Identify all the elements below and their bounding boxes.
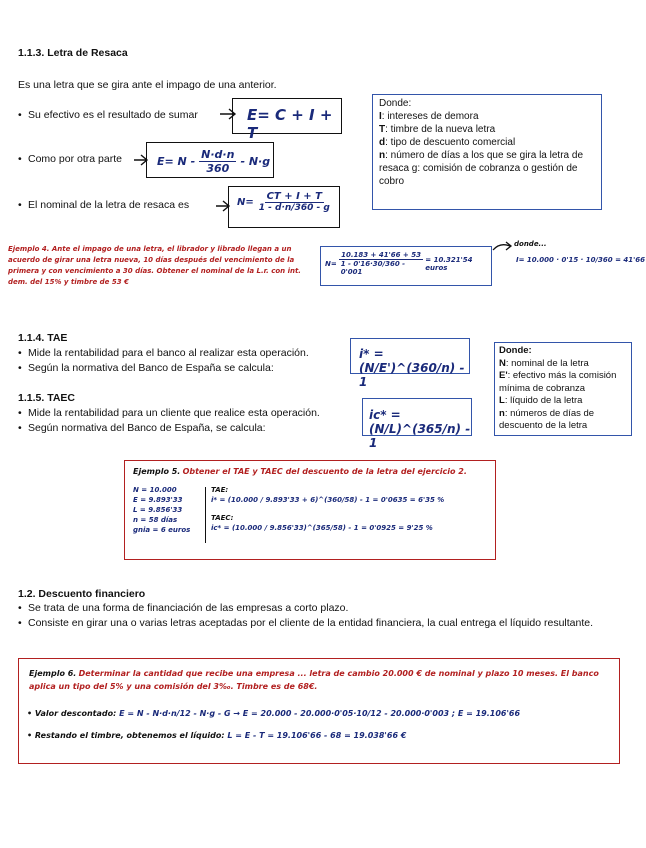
donde-title: Donde:: [379, 98, 412, 109]
section-title-taec: 1.1.5. TAEC: [18, 392, 75, 404]
bullet-taec-2: • Según normativa del Banco de España, se calcula:: [18, 421, 266, 435]
donde-label: donde...: [514, 240, 547, 248]
example4-text: Ejemplo 4. Ante el impago de una letra, el librador y librado llegan a un acuerdo de girar una letra nueva, 10 días después del vencimiento de la primera y con vencimiento a 30 días. Obtener el nominal de la L.r. con int. dem. del 15% y timbre de 53 €: [8, 245, 301, 286]
donde-item: N: nominal de la letra: [499, 357, 589, 369]
tae-formula: i* = (N/E')^(360/n) - 1: [359, 347, 465, 389]
formula3-lhs: N=: [237, 196, 254, 208]
formula1: E= C + I + T: [247, 106, 333, 142]
bullet-df-2: • Consiste en girar una o varias letras aceptadas por el cliente de la entidad financiera, la cual entrega el líquido resultante.: [18, 617, 594, 629]
taec-label: TAEC:: [211, 514, 234, 522]
donde-title: Donde:: [499, 345, 532, 356]
curved-arrow-icon: [492, 240, 514, 254]
example6-box: [18, 658, 620, 764]
formula2-fraction: $\frac{N\cdot d\cdot n}{360}$: [201, 148, 235, 175]
bullet-taec-1: • Mide la rentabilidad para un cliente que realice esta operación.: [18, 406, 320, 420]
tae-label: TAE:: [211, 486, 229, 494]
bullet-otra-parte: • Como por otra parte: [18, 152, 122, 166]
formula3-fraction: $\frac{CT + I + T}{1 - d\cdot n/360 - g}$: [258, 191, 330, 213]
formula3-box: [228, 186, 340, 228]
donde-item: I: intereses de demora: [379, 111, 479, 122]
tae-calc: i* = (10.000 / 9.893'33 + 6)^(360/58) - 1 = 0'0635 = 6'35 %: [211, 496, 445, 504]
donde-item: d: tipo de descuento comercial: [379, 137, 516, 148]
donde-item: n: número de días a los que se gira la letra de resaca g: comisión de cobranza o gestión de cobro: [379, 150, 584, 187]
donde-item: T: timbre de la nueva letra: [379, 124, 496, 135]
example5-box: [124, 460, 496, 560]
donde-box-resaca: [372, 94, 602, 210]
formula2-box: [146, 142, 274, 178]
arrow-icon: [220, 107, 238, 121]
taec-calc: ic* = (10.000 / 9.856'33)^(365/58) - 1 = 0'0925 = 9'25 %: [211, 524, 433, 532]
bullet-nominal-resaca: • El nominal de la letra de resaca es: [18, 198, 189, 212]
arrow-icon: [134, 153, 150, 167]
example6-line2: • Restando el timbre, obtenemos el líquido: L = E - T = 19.106'66 - 68 = 19.038'66 €: [27, 731, 407, 740]
arrow-icon: [216, 199, 232, 213]
donde-item: E': efectivo más la comisión mínima de cobranza: [499, 370, 617, 394]
example6-title: Ejemplo 6.: [29, 669, 77, 678]
formula2-rhs: - N·g: [240, 155, 271, 168]
bullet-tae-1: • Mide la rentabilidad para el banco al realizar esta operación.: [18, 346, 309, 360]
intro-text: Es una letra que se gira ante el impago de una anterior.: [18, 79, 277, 91]
bullet-tae-2: • Según la normativa del Banco de España se calcula:: [18, 361, 274, 375]
example5-task: Obtener el TAE y TAEC del descuento de la letra del ejercicio 2.: [182, 467, 467, 476]
example4-calc-box: N= $\frac{10.183 + 41'66 + 53}{1 - 0'16\cdot 30/360 - 0'001}$ = 10.321'54 euros: [320, 246, 492, 286]
section-title-descuento-financiero: 1.2. Descuento financiero: [18, 588, 146, 600]
taec-formula: ic* = (N/L)^(365/n) - 1: [369, 408, 471, 450]
interest-calc: I= 10.000 · 0'15 · 10/360 = 41'66: [516, 256, 646, 264]
donde-item: L: líquido de la letra: [499, 395, 583, 406]
example5-values: N = 10.000 E = 9.893'33 L = 9.856'33 n = 58 días gnia = 6 euros: [133, 486, 191, 534]
divider: [205, 487, 206, 543]
bullet-df-1: • Se trata de una forma de financiación de las empresas a corto plazo.: [18, 601, 348, 615]
taec-formula-box: [362, 398, 472, 450]
example5-title: Ejemplo 5.: [133, 467, 181, 476]
formula1-box: [232, 98, 342, 142]
section-title-letra-resaca: 1.1.3. Letra de Resaca: [18, 47, 128, 59]
example6-line1: • Valor descontado: E = N - N·d·n/12 - N·g - G → E = 20.000 - 20.000·0'05·10/12 - 20.000·0'003 ; E = 19.106'66: [27, 709, 521, 718]
bullet-efectivo: • Su efectivo es el resultado de sumar: [18, 108, 198, 122]
section-title-tae: 1.1.4. TAE: [18, 332, 68, 344]
formula2-lhs: E= N -: [157, 155, 196, 168]
tae-formula-box: [350, 338, 470, 389]
donde-item: n: números de días de descuento de la letra: [499, 407, 595, 431]
example6-task: Determinar la cantidad que recibe una empresa ... letra de cambio 20.000 € de nominal y plazo 10 meses. El banco aplica un tipo del 5% y una comisión del 3‰. Timbre es de 68€.: [29, 669, 599, 691]
donde-box-tae: [494, 342, 632, 436]
